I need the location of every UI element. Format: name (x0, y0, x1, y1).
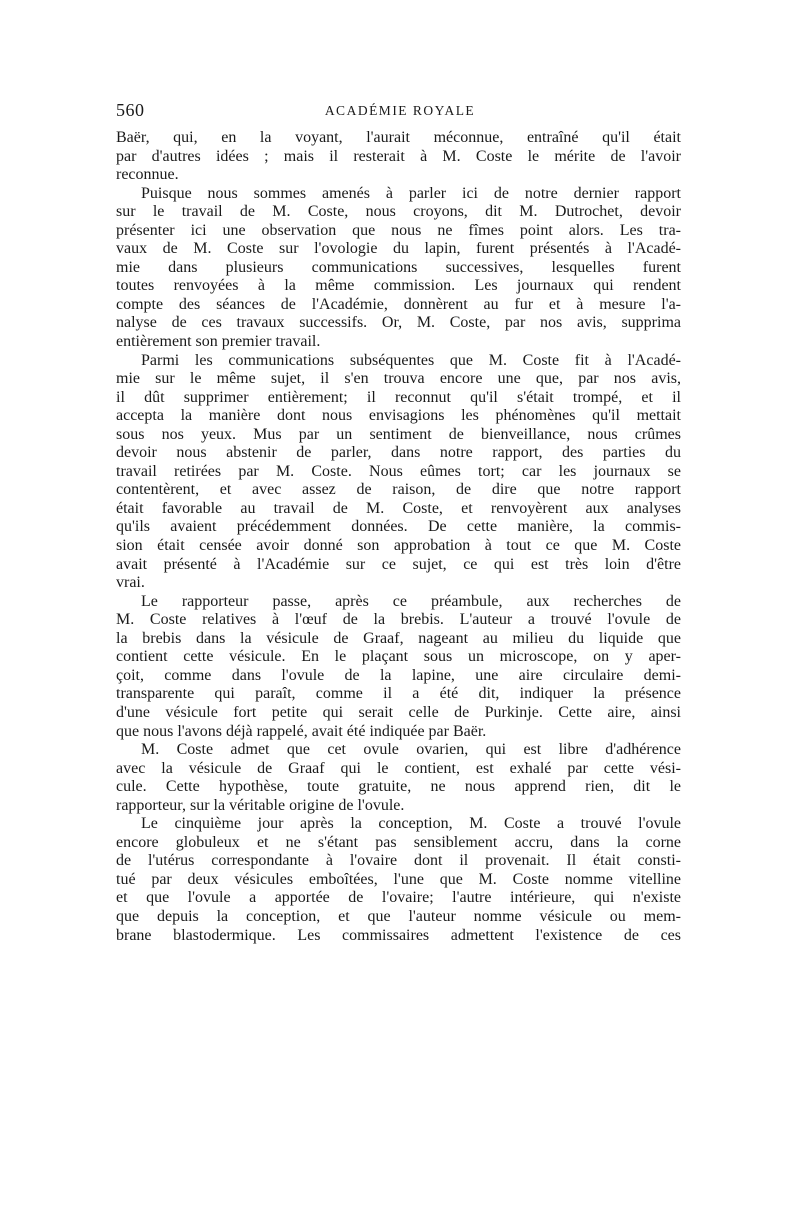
text-line: Le cinquième jour après la conception, M. Coste a trouvé l'ovule (141, 815, 681, 833)
text-line: tué par deux vésicules emboîtées, l'une que M. Coste nomme vitelline (116, 870, 681, 888)
text-line: accepta la manière dont nous envisagions les phénomènes qu'il mettait (116, 407, 681, 425)
text-line: entièrement son premier travail. (116, 333, 321, 351)
text-line: qu'ils avaient précédemment données. De cette manière, la commis- (116, 518, 681, 536)
text-line: rapporteur, sur la véritable origine de l'ovule. (116, 796, 405, 814)
text-line: travail retirées par M. Coste. Nous eûmes tort; car les journaux se (116, 462, 681, 480)
text-line: sous nos yeux. Mus par un sentiment de bienveillance, nous crûmes (116, 425, 681, 443)
text-line: vaux de M. Coste sur l'ovologie du lapin, furent présentés à l'Acadé- (116, 240, 681, 258)
text-line: Puisque nous sommes amenés à parler ici de notre dernier rapport (141, 184, 681, 202)
paragraph (116, 593, 681, 741)
text-line: vrai. (116, 574, 145, 592)
text-line: Parmi les communications subséquentes que M. Coste fit à l'Acadé- (141, 351, 681, 369)
text-line: reconnue. (116, 166, 179, 184)
text-line: toutes renvoyées à la même commission. Les journaux qui rendent (116, 277, 681, 295)
text-line: M. Coste relatives à l'œuf de la brebis. L'auteur a trouvé l'ovule de (116, 611, 681, 629)
paragraph (116, 129, 681, 185)
text-line: par d'autres idées ; mais il resterait à M. Coste le mérite de l'avoir (116, 147, 681, 165)
text-line: de l'utérus correspondante à l'ovaire dont il provenait. Il était consti- (116, 852, 681, 870)
text-line: et que l'ovule a apportée de l'ovaire; l'autre intérieure, qui n'existe (116, 889, 681, 907)
page-number: 560 (116, 100, 145, 120)
text-line: était favorable au travail de M. Coste, et renvoyèrent aux analyses (116, 499, 681, 517)
body-text (116, 129, 681, 945)
paragraph (116, 815, 681, 945)
text-line: il dût supprimer entièrement; il reconnut qu'il s'était trompé, et il (116, 388, 681, 406)
text-line: Le rapporteur passe, après ce préambule, aux recherches de (141, 592, 681, 610)
text-line: sion était censée avoir donné son approbation à tout ce que M. Coste (116, 537, 681, 555)
running-head: ACADÉMIE ROYALE (324, 103, 476, 118)
text-line: nalyse de ces travaux successifs. Or, M. Coste, par nos avis, supprima (116, 314, 681, 332)
paragraph (116, 185, 681, 352)
text-line: encore globuleux et ne s'étant pas sensiblement accru, dans la corne (116, 833, 681, 851)
text-line: Baër, qui, en la voyant, l'aurait méconnue, entraîné qu'il était (116, 129, 681, 146)
text-line: contentèrent, et avec assez de raison, de dire que notre rapport (116, 481, 681, 499)
text-line: cule. Cette hypothèse, toute gratuite, ne nous apprend rien, dit le (116, 778, 681, 796)
text-line: brane blastodermique. Les commissaires admettent l'existence de ces (116, 926, 681, 944)
text-line: transparente qui paraît, comme il a été dit, indiquer la présence (116, 685, 681, 703)
text-line: contient cette vésicule. En le plaçant sous un microscope, on y aper- (116, 648, 681, 666)
text-line: mie dans plusieurs communications successives, lesquelles furent (116, 258, 681, 276)
paragraph (116, 741, 681, 815)
text-line: çoit, comme dans l'ovule de la lapine, une aire circulaire demi- (116, 666, 681, 684)
text-line: devoir nous abstenir de parler, dans notre rapport, des parties du (116, 444, 681, 462)
text-line: sur le travail de M. Coste, nous croyons, dit M. Dutrochet, devoir (116, 203, 681, 221)
text-line: mie sur le même sujet, il s'en trouva encore une que, par nos avis, (116, 370, 681, 388)
text-line: la brebis dans la vésicule de Graaf, nageant au milieu du liquide que (116, 629, 681, 647)
text-line: que nous l'avons déjà rappelé, avait été indiquée par Baër. (116, 722, 487, 740)
text-line: d'une vésicule fort petite qui serait celle de Purkinje. Cette aire, ainsi (116, 703, 681, 721)
paragraph (116, 352, 681, 593)
text-line: avait présenté à l'Académie sur ce sujet, ce qui est très loin d'être (116, 555, 681, 573)
text-line: compte des séances de l'Académie, donnèrent au fur et à mesure l'a- (116, 295, 681, 313)
page-header (116, 96, 684, 124)
text-line: présenter ici une observation que nous ne fîmes point alors. Les tra- (116, 221, 681, 239)
text-line: que depuis la conception, et que l'auteur nomme vésicule ou mem- (116, 907, 681, 925)
text-line: avec la vésicule de Graaf qui le contient, est exhalé par cette vési- (116, 759, 681, 777)
text-line: M. Coste admet que cet ovule ovarien, qui est libre d'adhérence (141, 741, 681, 759)
